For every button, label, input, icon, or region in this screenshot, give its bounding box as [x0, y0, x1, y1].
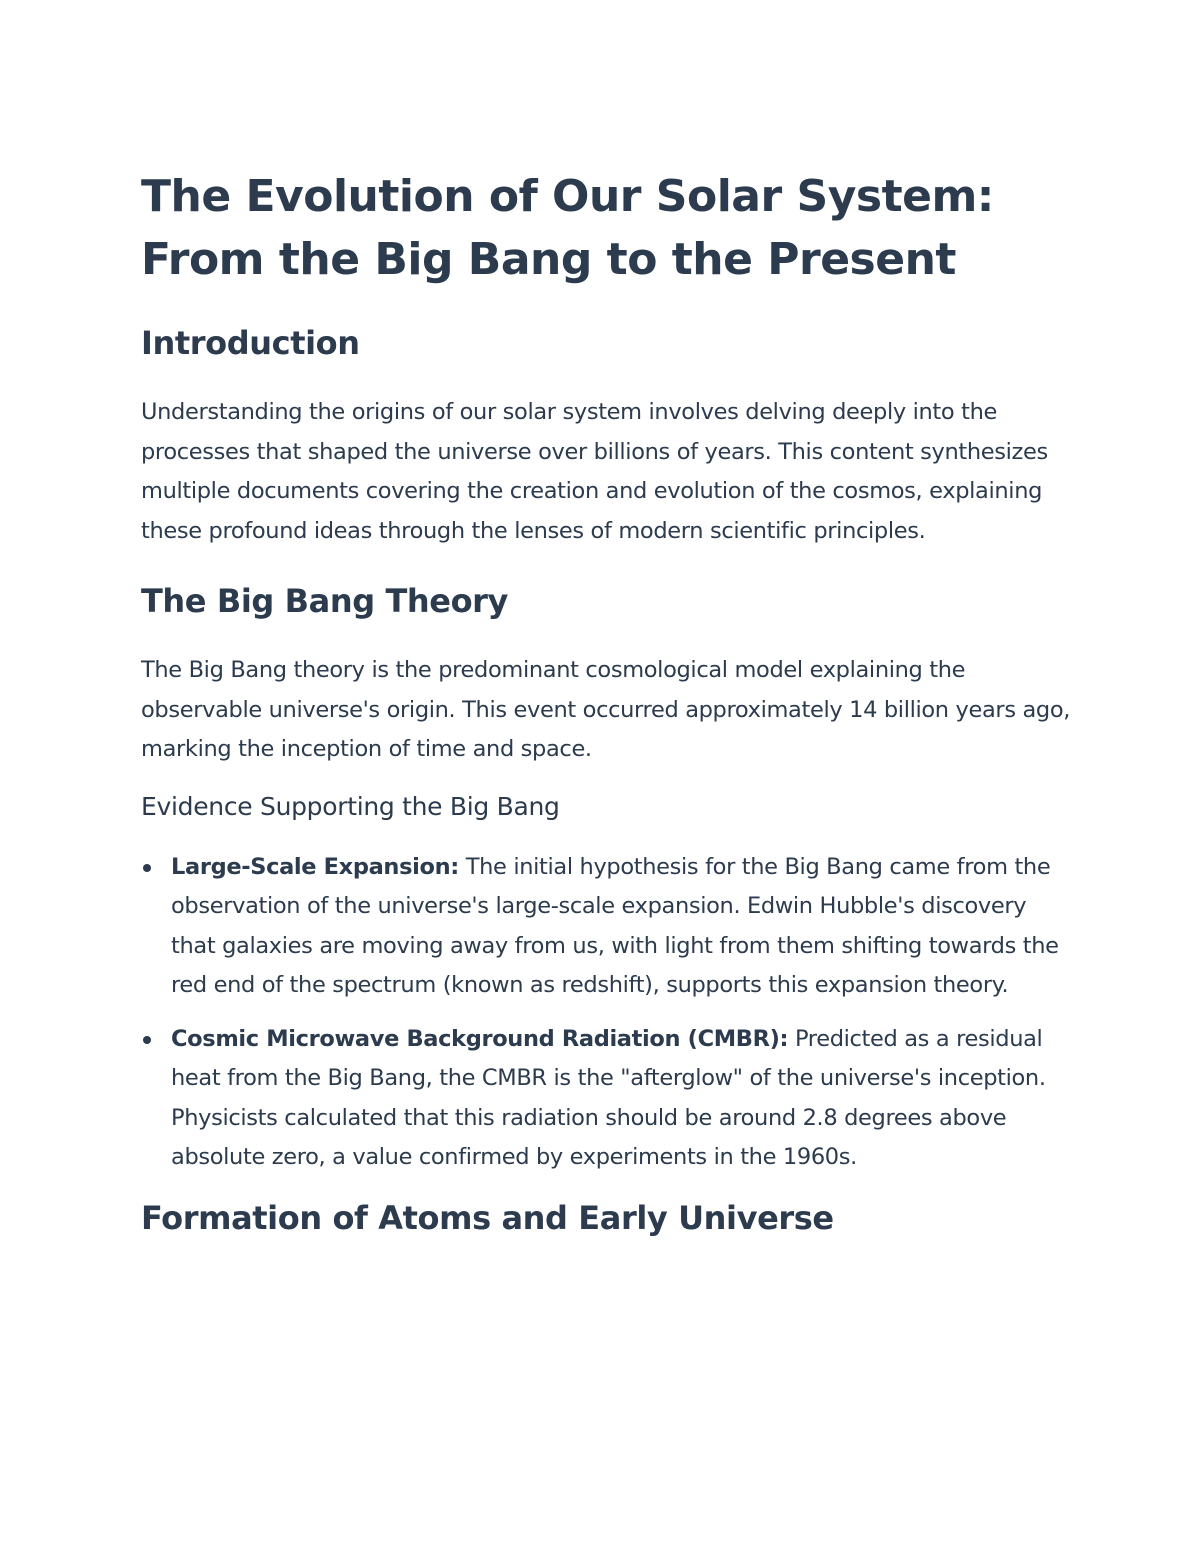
list-item-term: Large-Scale Expansion: [171, 853, 459, 880]
introduction-paragraph: Understanding the origins of our solar system involves delving deeply into the processes that shaped the universe over billions of years. This content synthesizes multiple documents covering the creation and evolution of the cosmos, explaining these profound ideas through the lenses of modern scientific principles. [141, 399, 1048, 544]
big-bang-paragraph: The Big Bang theory is the predominant cosmological model explaining the observable universe's origin. This event occurred approximately 14 billion years ago, marking the inception of time and space. [141, 657, 1071, 762]
section-heading-introduction: Introduction [141, 324, 360, 362]
list-item-term: Cosmic Microwave Background Radiation (CMBR): [171, 1025, 789, 1052]
evidence-list [141, 848, 1071, 1178]
document-page [141, 165, 1071, 1238]
list-item [141, 848, 1071, 1006]
bullet-icon [143, 864, 151, 872]
list-item [141, 1020, 1071, 1178]
subsection-heading-evidence: Evidence Supporting the Big Bang [141, 791, 560, 821]
bullet-icon [143, 1036, 151, 1044]
section-heading-big-bang: The Big Bang Theory [141, 582, 509, 620]
list-item-text: Predicted as a residual heat from the Big Bang, the CMBR is the "afterglow" of the universe's inception. Physicists calculated that this radiation should be around 2.8 degrees above absolute zero, a value confirmed by experiments in the 1960s. [171, 1025, 1046, 1170]
list-item-text: The initial hypothesis for the Big Bang came from the observation of the universe's large-scale expansion. Edwin Hubble's discovery that galaxies are moving away from us, with light from them shifting towards the red end of the spectrum (known as redshift), supports this expansion theory. [171, 853, 1059, 998]
page-title: The Evolution of Our Solar System: From the Big Bang to the Present [141, 171, 994, 285]
section-heading-atoms: Formation of Atoms and Early Universe [141, 1198, 834, 1237]
